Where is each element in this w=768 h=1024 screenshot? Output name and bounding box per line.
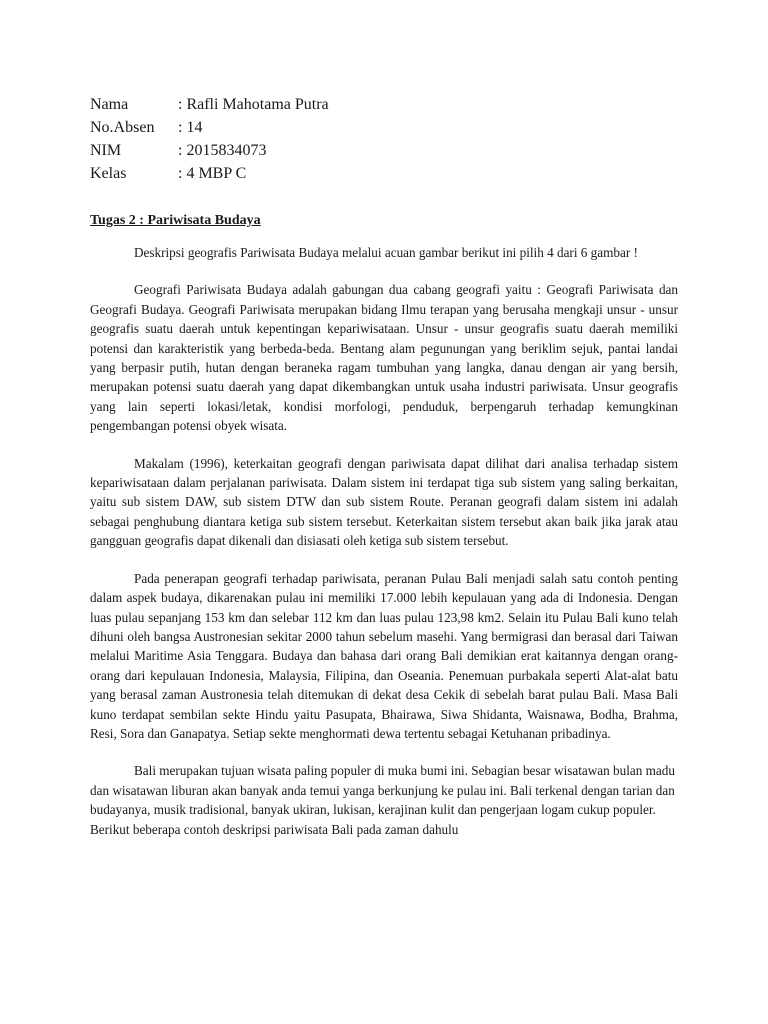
- info-value: : 14: [178, 119, 203, 136]
- info-row-absen: [90, 116, 329, 139]
- paragraph: Bali merupakan tujuan wisata paling populer di muka bumi ini. Sebagian besar wisatawan bulan madu dan wisatawan liburan akan banyak anda temui yanga berkunjung ke pulau ini. Bali terkenal dengan tarian dan budayanya, musik tradisional, banyak ukiran, lukisan, kerajinan kulit dan pengerjaan logam cukup populer. Berikut beberapa contoh deskripsi pariwisata Bali pada zaman dahulu: [90, 763, 675, 837]
- info-label: Kelas: [90, 165, 127, 182]
- info-value: : 2015834073: [178, 142, 267, 159]
- info-label: Nama: [90, 96, 129, 113]
- paragraph: Makalam (1996), keterkaitan geografi dengan pariwisata dapat dilihat dari analisa terhadap sistem kepariwisataan dalam perjalanan pariwisata. Dalam sistem ini terdapat tiga sub sistem yang saling berkaitan, yaitu sub sistem DAW, sub sistem DTW dan sub sistem Route. Peranan geografi dalam sistem ini adalah sebagai penghubung diantara ketiga sub sistem tersebut. Keterkaitan sistem tersebut akan baik jika jarak atau gangguan geografis dapat dikenali dan disiasati oleh ketiga sub sistem tersebut.: [90, 455, 678, 549]
- info-row-kelas: [90, 162, 329, 185]
- info-value: : Rafli Mahotama Putra: [178, 96, 329, 113]
- paragraph: Pada penerapan geografi terhadap pariwisata, peranan Pulau Bali menjadi salah satu contoh penting dalam aspek budaya, dikarenakan pulau ini memiliki 17.000 lebih kepulauan yang ada di Indonesia. Dengan luas pulau sepanjang 153 km dan selebar 112 km dan luas pulau 123,98 km2. Selain itu Pulau Bali kuno telah dihuni oleh bangsa Austronesian sekitar 2000 tahun sebelum masehi. Yang bermigrasi dan berasal dari Taiwan melalui Maritime Asia Tenggara. Budaya dan bahasa dari orang Bali demikian erat kaitannya dengan orang-orang dari kepulauan Indonesia, Malaysia, Filipina, dan Oseania. Penemuan purbakala seperti Alat-alat batu yang berasal zaman Austronesia telah ditemukan di dekat desa Cekik di sebelah barat pulau Bali. Masa Bali kuno terdapat sembilan sekte Hindu yaitu Pasupata, Bhairawa, Siwa Shidanta, Waisnawa, Bodha, Brahma, Resi, Sora dan Ganapatya. Setiap sekte menghormati dewa tertentu sebagai Ketuhanan pribadinya.: [90, 570, 678, 741]
- task-title: Tugas 2 : Pariwisata Budaya: [90, 213, 261, 228]
- paragraph: Deskripsi geografis Pariwisata Budaya melalui acuan gambar berikut ini pilih 4 dari 6 gambar !: [134, 245, 638, 260]
- body-text: [90, 243, 678, 839]
- paragraph: Geografi Pariwisata Budaya adalah gabungan dua cabang geografi yaitu : Geografi Pariwisata dan Geografi Budaya. Geografi Pariwisata merupakan bidang Ilmu terapan yang berusaha mengkaji unsur - unsur geografis suatu daerah untuk kepentingan kepariwisataan. Unsur - unsur geografis suatu daerah memiliki potensi dan karakteristik yang berbeda-beda. Bentang alam pegunungan yang beriklim sejuk, pantai landai yang berpasir putih, hutan dengan beraneka ragam tumbuhan yang langka, danau dengan air yang bersih, merupakan potensi suatu daerah yang dapat dikembangkan untuk usaha industri pariwisata. Unsur geografis yang lain seperti lokasi/letak, kondisi morfologi, penduduk, berpengaruh terhadap kemungkinan pengembangan potensi obyek wisata.: [90, 282, 678, 434]
- info-row-name: [90, 93, 329, 116]
- info-label: NIM: [90, 142, 122, 159]
- info-value: : 4 MBP C: [178, 165, 247, 182]
- info-label: No.Absen: [90, 119, 155, 136]
- info-row-nim: [90, 139, 329, 162]
- student-info: [90, 93, 329, 185]
